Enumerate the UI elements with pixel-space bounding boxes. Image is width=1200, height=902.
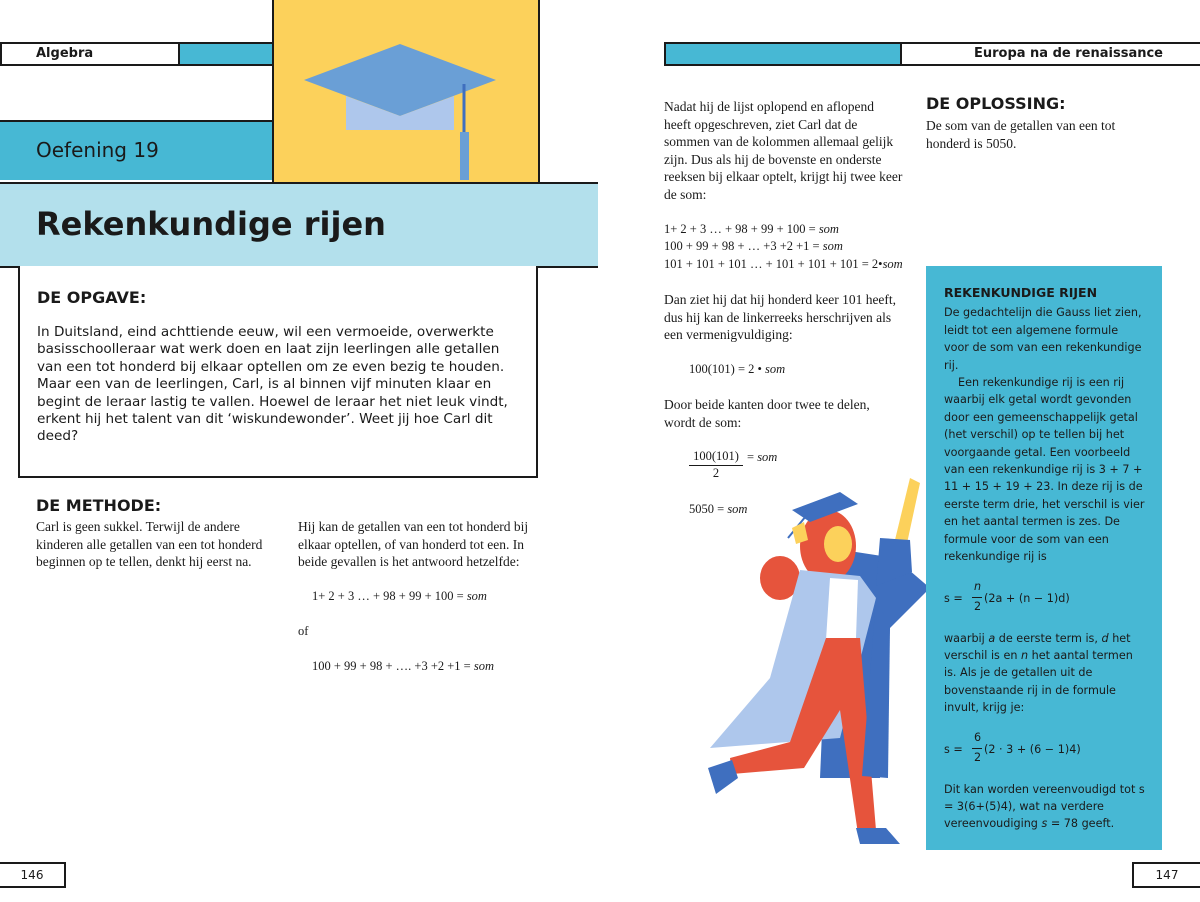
p3-d: d xyxy=(1101,631,1109,645)
formula1-num: n xyxy=(974,579,982,593)
formula1-den: 2 xyxy=(974,599,982,613)
left-header-teal-block xyxy=(178,42,274,66)
page-title: Rekenkundige rijen xyxy=(36,205,386,243)
intro-text: Nadat hij de lijst oplopend en aflopend heeft opgeschreven, ziet Carl dat de sommen van de kolommen allemaal gelijk zijn. Dus als hij de bovenste en onderste reeksen bij elkaar optelt, krijgt hij twee keer de som: xyxy=(664,99,903,202)
frac-denominator: 2 xyxy=(712,466,720,480)
exercise-label: Oefening 19 xyxy=(36,138,159,162)
p3-part2: de eerste term is, xyxy=(998,631,1098,645)
left-page-number: 146 xyxy=(20,868,44,882)
assignment-text: In Duitsland, eind achttiende eeuw, wil een vermoeide, overwerkte basisschoolleraar wat werk doen en laat zijn leerlingen alle getallen van een tot honderd bij elkaar optellen om ze even bezig te houden. Maar een van de leerlingen, Carl, is al binnen vijf minuten klaar en begint de leraar lastig te vallen. Hoewel de leraar het niet leuk vindt, erkent hij het talent van dit ‘wiskundewonder’. Weet jij hoe Carl dit deed? xyxy=(37,324,508,445)
right-page-number-box xyxy=(1132,862,1200,888)
eq2-som: som xyxy=(473,659,495,673)
eq-a-text: 1+ 2 + 3 … + 98 + 99 + 100 = xyxy=(664,222,816,236)
solution-heading: DE OPLOSSING: xyxy=(926,94,1066,113)
eq-d-som: som xyxy=(765,362,786,376)
assignment-heading: DE OPGAVE: xyxy=(37,288,147,307)
exercise-band xyxy=(0,122,272,180)
method-eq2 xyxy=(312,658,494,676)
solution-text: De som van de getallen van een tot honderd is 5050. xyxy=(926,118,1116,151)
sidebar-p1: De gedachtelijn die Gauss liet zien, leidt tot een algemene formule voor de som van een rekenkundige rij. xyxy=(944,306,1142,372)
sidebar-formula1 xyxy=(944,580,1146,616)
eq-c-text: 101 + 101 + 101 … + 101 + 101 + 101 = 2• xyxy=(664,257,883,271)
sidebar-p2: Een rekenkundige rij is een rij waarbij elk getal wordt gevonden door een gemeenschappelijk getal (het verschil) op te tellen bij het voorgaande getal. Een voorbeeld van een rekenkundige rij is 3 + 7 + 11 + 15 + 19 + 23. In deze rij is de eerste term drie, het verschil is vier en het aantal termen is zes. De formule voor de som van een rekenkundige rij is xyxy=(944,376,1145,564)
p4-part1: Dit kan worden vereenvoudigd tot s = 3(6+(5)4), wat na verdere vereenvoudiging xyxy=(944,782,1145,831)
left-running-head-bar xyxy=(0,42,180,66)
eq-f-text: 5050 = xyxy=(689,502,725,516)
eq1-text: 1+ 2 + 3 … + 98 + 99 + 100 = xyxy=(312,589,464,603)
graduation-cap-icon xyxy=(274,0,538,182)
para3: Door beide kanten door twee te delen, wordt de som: xyxy=(664,397,870,430)
p4-s: s xyxy=(1041,817,1048,831)
eq-a xyxy=(664,221,839,239)
p4-part2: = 78 geeft. xyxy=(1050,817,1115,831)
assignment-box xyxy=(18,266,538,478)
sidebar-formula2 xyxy=(944,731,1146,767)
formula2-rhs: (2 · 3 + (6 − 1)4) xyxy=(984,742,1081,756)
p3-part3: het verschil is en xyxy=(944,631,1131,662)
eq-d xyxy=(689,361,785,379)
method-eq-or: of xyxy=(298,624,309,638)
sidebar-title: REKENKUNDIGE RIJEN xyxy=(944,285,1098,300)
right-running-head-bar xyxy=(900,42,1200,66)
method-col2: Hij kan de getallen van een tot honderd bij elkaar optellen, of van honderd tot een. In beide gevallen is het antwoord hetzelfde: xyxy=(298,519,529,569)
formula1-lhs: s = xyxy=(944,591,963,605)
eq2-text: 100 + 99 + 98 + …. +3 +2 +1 = xyxy=(312,659,471,673)
method-heading: DE METHODE: xyxy=(36,496,162,515)
eq-c-som: som xyxy=(882,257,903,271)
left-page-number-box xyxy=(0,862,66,888)
left-running-head: Algebra xyxy=(36,46,94,61)
p3-part4: het aantal termen is. Als je de getallen uit de bovenstaande rij in de formule invult, krijg je: xyxy=(944,648,1133,715)
right-header-teal-block xyxy=(664,42,902,66)
method-col1: Carl is geen sukkel. Terwijl de andere kinderen alle getallen van een tot honderd beginnen op te tellen, denkt hij eerst na. xyxy=(36,519,263,569)
formula1-rhs: (2a + (n − 1)d) xyxy=(984,591,1070,605)
yellow-illustration-block xyxy=(272,0,540,182)
eq-b xyxy=(664,238,843,256)
arithmetic-series-sidebar xyxy=(926,266,1162,850)
method-eq1 xyxy=(312,588,487,606)
frac-som: som xyxy=(757,450,778,464)
frac-eq: = xyxy=(747,450,755,464)
formula2-num: 6 xyxy=(974,730,982,744)
formula2-lhs: s = xyxy=(944,742,963,756)
eq-d-text: 100(101) = 2 • xyxy=(689,362,762,376)
eq-f-som: som xyxy=(727,502,748,516)
frac-numerator: 100(101) xyxy=(693,449,739,463)
p3-a: a xyxy=(988,631,996,645)
p3-n: n xyxy=(1020,648,1029,662)
eq-b-som: som xyxy=(822,239,843,253)
right-page-number: 147 xyxy=(1155,868,1179,882)
title-band xyxy=(0,182,598,268)
graduate-illustration-icon xyxy=(680,478,930,848)
eq-a-som: som xyxy=(818,222,839,236)
eq-b-text: 100 + 99 + 98 + … +3 +2 +1 = xyxy=(664,239,820,253)
sidebar-p4 xyxy=(944,781,1146,833)
para2: Dan ziet hij dat hij honderd keer 101 heeft, dus hij kan de linkerreeks herschrijven als een vermenigvuldiging: xyxy=(664,292,897,342)
sidebar-p3 xyxy=(944,630,1146,717)
eq1-som: som xyxy=(466,589,487,603)
eq-c xyxy=(664,256,903,274)
p3-part1: waarbij xyxy=(944,631,985,645)
formula2-den: 2 xyxy=(974,750,982,764)
right-running-head: Europa na de renaissance xyxy=(973,46,1163,61)
